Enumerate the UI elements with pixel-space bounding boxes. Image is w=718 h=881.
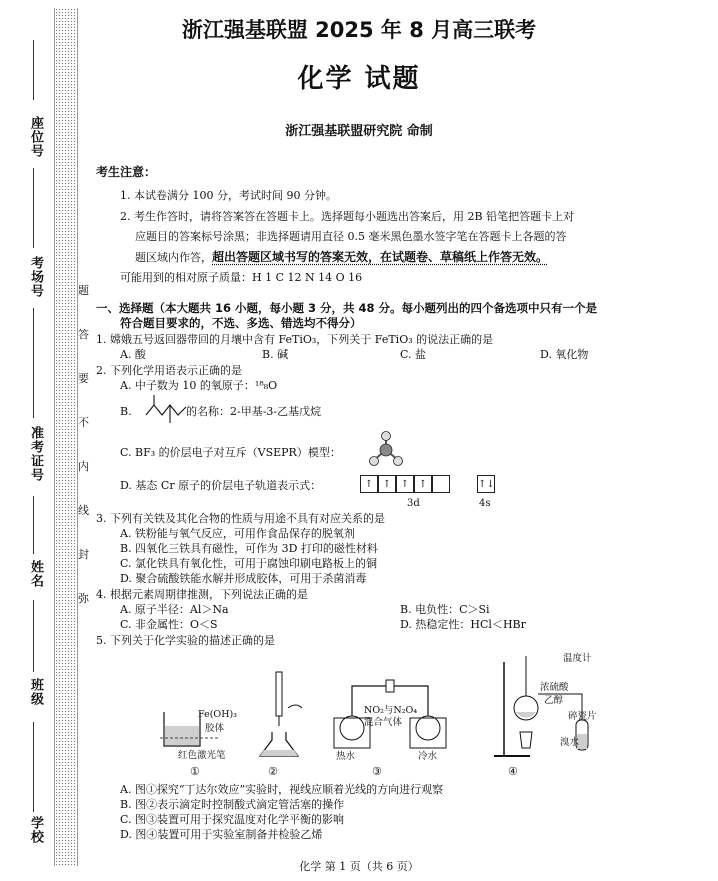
figure-number-2: ② <box>268 765 278 778</box>
q5-option-d: D. 图④装置可用于实验室制备并检验乙烯 <box>120 828 323 841</box>
label-hot-water: 热水 <box>336 751 356 762</box>
notice-heading: 考生注意： <box>96 165 157 179</box>
label-bromine-water: 溴水 <box>560 737 580 748</box>
q4-stem: 4. 根据元素周期律推测，下列说法正确的是 <box>96 588 308 601</box>
q1-option-b: B. 碱 <box>262 348 289 361</box>
orbital-box: ↑ <box>414 475 432 493</box>
ethylene-figure-4 <box>490 652 600 764</box>
figure-number-3: ③ <box>372 765 382 778</box>
label-ethanol: 乙醇 <box>544 695 564 706</box>
label-thermometer: 温度计 <box>563 653 592 664</box>
orbital-box: ↑ <box>360 475 378 493</box>
q4-option-c: C. 非金属性：O＜S <box>120 618 218 631</box>
figure-number-4: ④ <box>508 765 518 778</box>
q2-option-c: C. BF₃ 的价层电子对互斥（VSEPR）模型： <box>120 446 341 459</box>
divider <box>33 308 34 418</box>
q5-option-b: B. 图②表示滴定时控制酸式滴定管活塞的操作 <box>120 798 345 811</box>
orbital-box: ↑ <box>396 475 414 493</box>
divider <box>33 496 34 554</box>
label-sulfuric-acid: 浓硫酸 <box>540 682 569 693</box>
q5-option-c: C. 图③装置可用于探究温度对化学平衡的影响 <box>120 813 345 826</box>
exam-room-label: 考场号 <box>28 256 43 298</box>
q5-option-a: A. 图①探究“丁达尔效应”实验时，视线应顺着光线的方向进行观察 <box>120 783 444 796</box>
notice-item-2-line-2: 应题目的答案标号涂黑；非选择题请用直径 0.5 毫米黑色墨水签字笔在答题卡上各题的答 <box>135 230 567 243</box>
section-heading-line-2: 符合题目要求的，不选、多选、错选均不得分） <box>120 316 362 330</box>
seat-number-label: 座位号 <box>28 116 43 158</box>
subject-title: 化学 试题 <box>297 64 421 94</box>
q2-option-a: A. 中子数为 10 的氧原子：¹⁸₈O <box>120 379 278 392</box>
q2-option-b: 的名称：2-甲基-3-乙基戊烷 <box>186 405 322 418</box>
name-label: 姓名 <box>28 560 43 588</box>
orbital-box: ↑↓ <box>477 475 495 493</box>
q1-option-d: D. 氧化物 <box>540 348 589 361</box>
skeletal-formula-image <box>140 393 190 427</box>
ticket-number-label: 准考证号 <box>28 426 43 482</box>
q5-stem: 5. 下列关于化学实验的描述正确的是 <box>96 634 275 647</box>
orbital-box: ↑ <box>378 475 396 493</box>
q3-option-b: B. 四氧化三铁具有磁性，可作为 3D 打印的磁性材料 <box>120 542 378 555</box>
notice-item-2-line-3: 题区域内作答，超出答题区域书写的答案无效，在试题卷、草稿纸上作答无效。 <box>135 250 549 264</box>
atomic-masses: 可能用到的相对原子质量：H 1 C 12 N 14 O 16 <box>120 271 363 284</box>
divider <box>33 722 34 812</box>
orbital-box <box>432 475 450 493</box>
label-colloid: 胶体 <box>205 723 225 734</box>
q2-option-d: D. 基态 Cr 原子的价层电子轨道表示式： <box>120 479 322 492</box>
label-porcelain-chips: 碎瓷片 <box>568 711 597 722</box>
label-cold-water: 冷水 <box>418 751 438 762</box>
section-heading-line-1: 一、选择题（本大题共 16 小题，每小题 3 分，共 48 分。每小题列出的四个备选项中只有一个是 <box>96 301 598 315</box>
divider <box>33 168 34 248</box>
q3-option-a: A. 铁粉能与氧气反应，可用作食品保存的脱氧剂 <box>120 527 355 540</box>
q3-stem: 3. 下列有关铁及其化合物的性质与用途不具有对应关系的是 <box>96 512 385 525</box>
figure-number-1: ① <box>190 765 200 778</box>
orbital-label-4s: 4s <box>479 498 491 509</box>
q4-option-b: B. 电负性：C＞Si <box>400 603 490 616</box>
school-label: 学校 <box>28 816 43 844</box>
label-fe-oh3: Fe(OH)₃ <box>198 709 237 720</box>
q4-option-d: D. 热稳定性：HCl＜HBr <box>400 618 526 631</box>
label-gas: 混合气体 <box>364 717 403 728</box>
notice-item-1: 1. 本试卷满分 100 分，考试时间 90 分钟。 <box>120 189 337 202</box>
label-no2-n2o4: NO₂与N₂O₄ <box>364 705 418 716</box>
notice-emphasis: 超出答题区域书写的答案无效，在试题卷、草稿纸上作答无效。 <box>212 250 549 264</box>
titration-figure-2 <box>252 670 312 760</box>
author-line: 浙江强基联盟研究院 命制 <box>285 124 433 139</box>
divider <box>33 600 34 672</box>
class-label: 班级 <box>28 678 43 706</box>
seal-text: 题 答 要 不 内 线 封 弥 <box>78 284 89 605</box>
q1-stem: 1. 嫦娥五号返回器带回的月壤中含有 FeTiO₃，下列关于 FeTiO₃ 的说法正确的是 <box>96 333 494 346</box>
label-laser: 红色激光笔 <box>178 750 226 761</box>
q3-option-d: D. 聚合硫酸铁能水解并形成胶体，可用于杀菌消毒 <box>120 572 367 585</box>
q1-option-c: C. 盐 <box>400 348 427 361</box>
exam-title: 浙江强基联盟 2025 年 8 月高三联考 <box>181 18 537 42</box>
q1-option-a: A. 酸 <box>120 348 146 361</box>
q2-option-b-label: B. <box>120 405 132 418</box>
notice-item-2-line-1: 2. 考生作答时，请将答案答在答题卡上。选择题每小题选出答案后，用 2B 铅笔把答题卡上对 <box>120 210 575 223</box>
vsepr-model-image <box>368 430 404 470</box>
orbital-label-3d: 3d <box>407 498 420 509</box>
page-footer: 化学 第 1 页（共 6 页） <box>299 860 419 873</box>
q4-option-a: A. 原子半径：Al＞Na <box>120 603 229 616</box>
q2-stem: 2. 下列化学用语表示正确的是 <box>96 364 242 377</box>
q3-option-c: C. 氯化铁具有氧化性，可用于腐蚀印刷电路板上的铜 <box>120 557 378 570</box>
